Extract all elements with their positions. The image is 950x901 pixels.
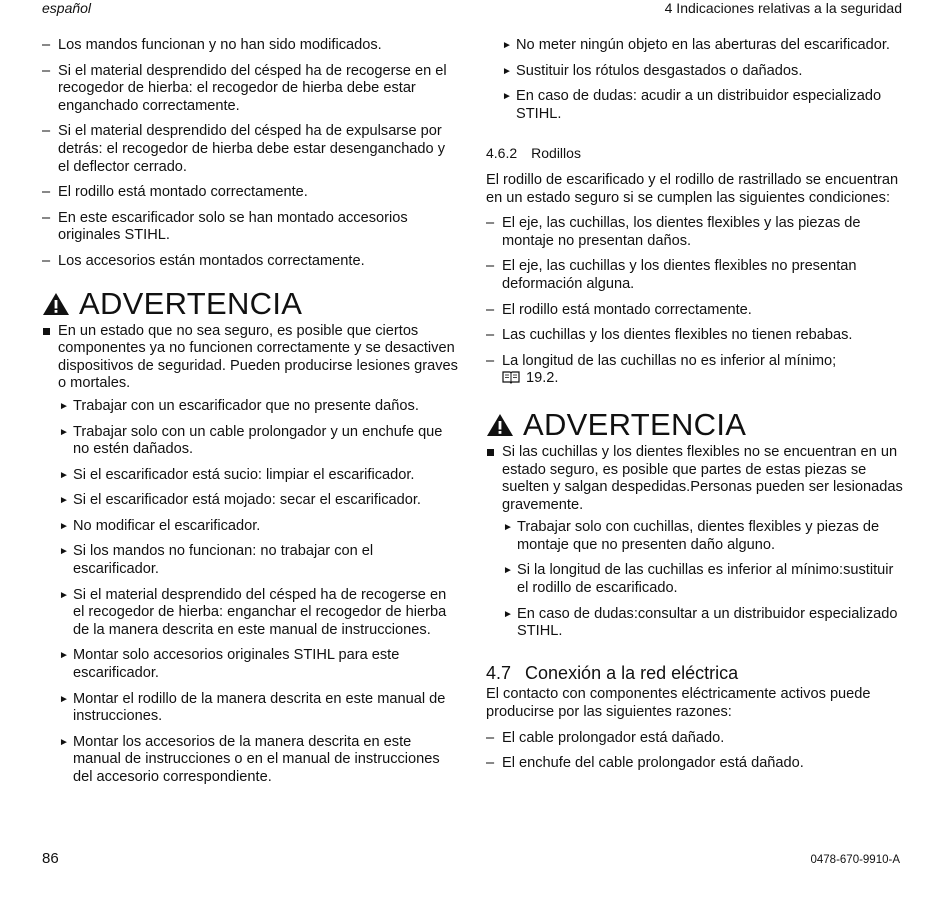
action-item: ► Si la longitud de las cuchillas es inferior al mínimo:sustituir el rodillo de escarificado. [503,562,894,597]
list-item: – El rodillo está montado correctamente. [42,184,460,202]
arrow-bullet-icon: ► [502,65,512,77]
arrow-bullet-icon: ► [59,546,69,558]
action-item: ► Montar los accesorios de la manera descrita en este manual de instrucciones o en el manual de instrucciones del accesorio correspondiente. [59,733,440,785]
intro-paragraph: El rodillo de escarificado y el rodillo de rastrillado se encuentran en un estado seguro si se cumplen las siguientes condiciones: [486,171,899,206]
arrow-bullet-icon: ► [59,693,69,705]
arrow-bullet-icon: ► [59,589,69,601]
action-item: ► Trabajar con un escarificador que no presente daños. [59,397,419,414]
list-item: – El eje, las cuchillas y los dientes flexibles no presentan deformación alguna. [486,258,906,293]
action-item: ► No modificar el escarificador. [59,517,261,534]
action-item: ► Sustituir los rótulos desgastados o dañados. [502,62,803,79]
list-item: – Los mandos funcionan y no han sido modificados. [42,37,460,55]
list-item: – La longitud de las cuchillas no es inferior al mínimo; 19.2. [486,353,906,388]
list-item: – El rodillo está montado correctamente. [486,302,906,320]
arrow-bullet-icon: ► [59,400,69,412]
arrow-bullet-icon: ► [502,91,512,103]
action-item: ► En caso de dudas: acudir a un distribuidor especializado STIHL. [502,88,882,122]
warning-heading [42,287,460,321]
section-intro: El contacto con componentes eléctricamente activos puede producirse por las siguientes razones: [486,686,871,721]
square-bullet-icon [43,328,50,335]
language-label: español [42,0,92,16]
subsection-heading [486,145,906,163]
section-number: 4.7 [486,662,512,683]
list-item: – El eje, las cuchillas, los dientes flexibles y las piezas de montaje no presentan daños. [486,215,906,250]
warning-title: ADVERTENCIA [523,406,747,442]
right-column [486,37,906,781]
arrow-bullet-icon: ► [59,469,69,481]
warning-text: Si las cuchillas y los dientes flexibles no se encuentran en un estado seguro, es posible que partes de estas piezas se suelten y salgan despedidas.Personas pueden ser lesionadas gravemente. [486,444,906,514]
list-item: – Si el material desprendido del césped ha de recogerse en el recogedor de hierba: el recogedor de hierba debe estar enganchado correctamente. [42,63,460,116]
arrow-bullet-icon: ► [502,40,512,51]
document-code: 0478-670-9910-A [810,854,900,866]
list-item: – El cable prolongador está dañado. [486,730,906,748]
list-item: – El enchufe del cable prolongador está dañado. [486,755,906,773]
warning-title: ADVERTENCIA [79,285,303,321]
subsection-number: 4.6.2 [486,145,518,162]
page-number: 86 [42,850,59,867]
section-title: Conexión a la red eléctrica [525,662,739,683]
arrow-bullet-icon: ► [59,736,69,748]
action-item: ► Trabajar solo con un cable prolongador y un enchufe que no estén dañados. [59,423,443,458]
list-item: – Si el material desprendido del césped ha de expulsarse por detrás: el recogedor de hierba debe estar desenganchado y el deflector cerrado. [42,123,460,176]
action-item: ► Si el material desprendido del césped ha de recogerse en el recogedor de hierba: enganchar el recogedor de hierba de la manera descrita en este manual de instrucciones. [59,586,447,638]
action-item: ► No meter ningún objeto en las aberturas del escarificador. [502,37,890,53]
warning-text: En un estado que no sea seguro, es posible que ciertos componentes ya no funcionen correctamente y se desactiven dispositivos de seguridad. Pueden producirse lesiones graves o mortales. [42,323,460,393]
arrow-bullet-icon: ► [59,426,69,438]
chapter-title: 4 Indicaciones relativas a la seguridad [664,0,902,16]
arrow-bullet-icon: ► [59,650,69,662]
action-item: ► Si el escarificador está sucio: limpiar el escarificador. [59,466,415,483]
left-column [42,37,460,795]
list-item: – Las cuchillas y los dientes flexibles no tienen rebabas. [486,327,906,345]
arrow-bullet-icon: ► [59,520,69,532]
arrow-bullet-icon: ► [59,495,69,507]
action-item: ► Si los mandos no funcionan: no trabajar con el escarificador. [59,543,374,578]
arrow-bullet-icon: ► [503,608,513,620]
action-item: ► En caso de dudas:consultar a un distribuidor especializado STIHL. [503,605,898,640]
book-reference-icon [502,370,520,384]
section-heading [486,662,906,683]
subsection-title: Rodillos [531,145,581,162]
arrow-bullet-icon: ► [503,522,513,534]
warning-triangle-icon [42,292,70,316]
reference-link[interactable]: 19.2. [526,370,559,387]
list-item: – En este escarificador solo se han montado accesorios originales STIHL. [42,210,460,245]
action-item: ► Montar el rodillo de la manera descrita en este manual de instrucciones. [59,690,446,725]
action-item: ► Trabajar solo con cuchillas, dientes flexibles y piezas de montaje que no presenten daño alguno. [503,519,880,553]
warning-triangle-icon [486,413,514,437]
arrow-bullet-icon: ► [503,565,513,577]
warning-heading [486,408,906,442]
square-bullet-icon [487,449,494,456]
action-item: ► Montar solo accesorios originales STIHL para este escarificador. [59,647,400,682]
list-item: – Los accesorios están montados correctamente. [42,253,460,271]
action-item: ► Si el escarificador está mojado: secar el escarificador. [59,492,421,509]
